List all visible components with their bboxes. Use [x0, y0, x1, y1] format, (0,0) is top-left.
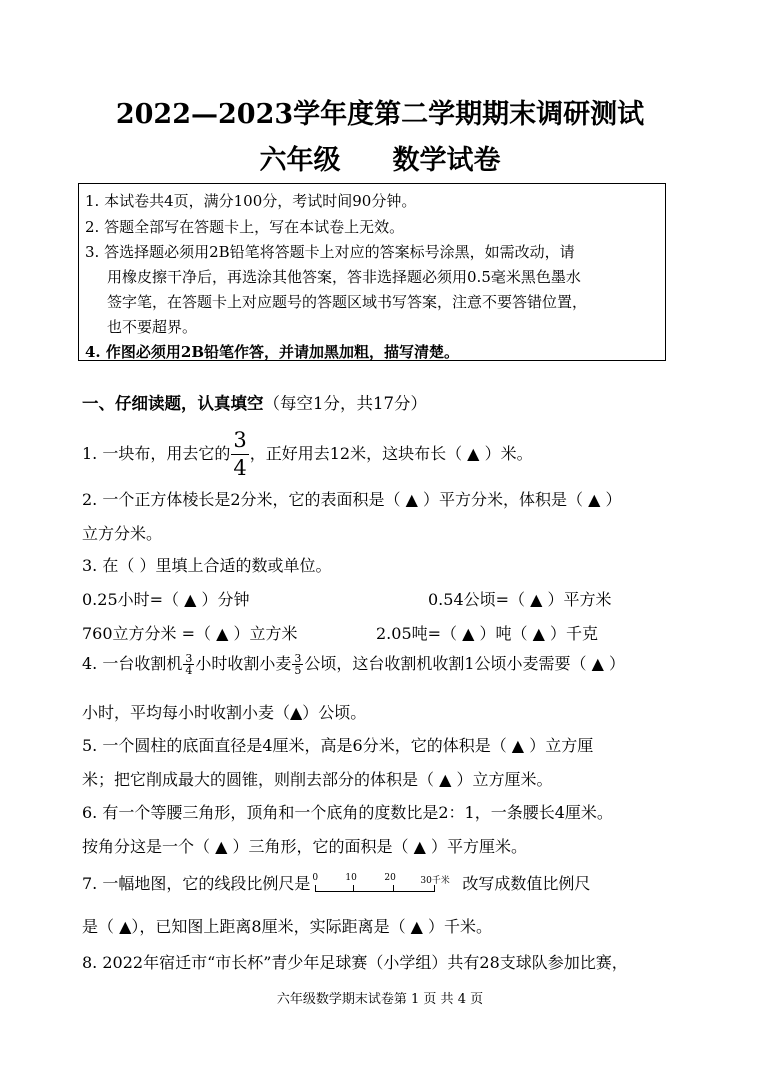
q4-fraction-1 [183, 653, 194, 676]
notice-line-3-cont-3: 也不要超界。 [107, 318, 198, 336]
q1-fraction [231, 430, 248, 479]
question-3-intro: 3. 在（ ）里填上合适的数或单位。 [82, 556, 332, 575]
question-5-line-1: 5. 一个圆柱的底面直径是4厘米，高是6分米，它的体积是（ ▲ ）立方厘 [82, 736, 594, 755]
question-5-line-2: 米；把它削成最大的圆锥，则削去部分的体积是（ ▲ ）立方厘米。 [82, 770, 553, 789]
question-1 [82, 430, 533, 479]
notice-line-4: 4. 作图必须用2B铅笔作答，并请加黑加粗，描写清楚。 [85, 343, 459, 361]
q4-frac1-den: 4 [185, 664, 193, 677]
q4-frac1-num: 3 [185, 652, 193, 665]
notice-line-2: 2. 答题全部写在答题卡上，写在本试卷上无效。 [85, 218, 405, 236]
section-points: （每空1分，共17分） [263, 394, 427, 413]
scale-tick [434, 885, 435, 891]
question-3-d: 2.05吨=（ ▲ ）吨（ ▲ ）千克 [376, 624, 598, 643]
q7-text-after: 改写成数值比例尺 [462, 874, 591, 893]
notice-line-3-cont-1: 用橡皮擦干净后，再选涂其他答案，答非选择题必须用0.5毫米黑色墨水 [107, 268, 581, 286]
question-2-line-1: 2. 一个正方体棱长是2分米，它的表面积是（ ▲ ）平方分米，体积是（ ▲ ） [82, 490, 622, 509]
scale-label-30: 30千米 [420, 875, 450, 886]
question-3-c: 760立方分米 =（ ▲ ）立方米 [82, 624, 298, 643]
q7-text-before: 7. 一幅地图，它的线段比例尺是 [82, 874, 311, 893]
question-8-line-1: 8. 2022年宿迁市“市长杯”青少年足球赛（小学组）共有28支球队参加比赛， [82, 953, 628, 972]
q1-text-before: 1. 一块布，用去它的 [82, 444, 231, 463]
question-3-a: 0.25小时=（ ▲ ）分钟 [82, 590, 250, 609]
scale-label-10: 10 [345, 872, 357, 883]
exam-subtitle [0, 138, 760, 177]
q1-frac-den: 4 [233, 456, 247, 480]
scale-tick [353, 885, 354, 891]
subject-label: 数学试卷 [392, 145, 501, 176]
q4-fraction-2 [292, 653, 303, 676]
question-2-line-2: 立方分米。 [82, 524, 163, 543]
grade-label: 六年级 [259, 145, 341, 176]
section-heading [82, 390, 427, 414]
scale-tick [315, 885, 316, 891]
scale-label-20: 20 [384, 872, 396, 883]
question-7-line-1 [82, 871, 590, 897]
page-footer: 六年级数学期末试卷第 1 页 共 4 页 [276, 992, 484, 1007]
notice-line-3-cont-2: 签字笔，在答题卡上对应题号的答题区域书写答案，注意不要答错位置， [107, 293, 588, 311]
exam-title: 2022—2023学年度第二学期期末调研测试 [115, 99, 645, 130]
notice-box [78, 183, 666, 361]
question-6-line-2: 按角分这是一个（ ▲ ）三角形，它的面积是（ ▲ ）平方厘米。 [82, 837, 527, 856]
q4-part-1: 4. 一台收割机 [82, 654, 183, 673]
q4-frac2-den: 5 [294, 664, 302, 677]
q4-part-2: 小时收割小麦 [195, 654, 292, 673]
question-6-line-1: 6. 有一个等腰三角形，顶角和一个底角的度数比是2：1，一条腰长4厘米。 [82, 803, 613, 822]
question-4-line-2: 小时，平均每小时收割小麦（▲）公顷。 [82, 703, 367, 722]
q4-part-3: 公顷，这台收割机收割1公顷小麦需要（ ▲ ） [304, 654, 626, 673]
question-4-line-1 [82, 651, 625, 676]
q4-frac2-num: 3 [294, 652, 302, 665]
scale-tick [393, 885, 394, 891]
notice-line-1: 1. 本试卷共4页，满分100分，考试时间90分钟。 [85, 192, 417, 210]
scale-label-0: 0 [312, 872, 319, 883]
line-scale-bar [312, 873, 460, 897]
q1-frac-num: 3 [231, 430, 248, 455]
question-3-b: 0.54公顷=（ ▲ ）平方米 [428, 590, 612, 609]
notice-line-3: 3. 答选择题必须用2B铅笔将答题卡上对应的答案标号涂黑，如需改动，请 [85, 243, 575, 261]
question-7-line-2: 是（ ▲），已知图上距离8厘米，实际距离是（ ▲ ）千米。 [82, 917, 493, 936]
q1-text-after: ，正好用去12米，这块布长（ ▲ ）米。 [249, 444, 533, 463]
scale-line [315, 891, 435, 892]
section-title: 一、仔细读题，认真填空 [82, 394, 264, 413]
